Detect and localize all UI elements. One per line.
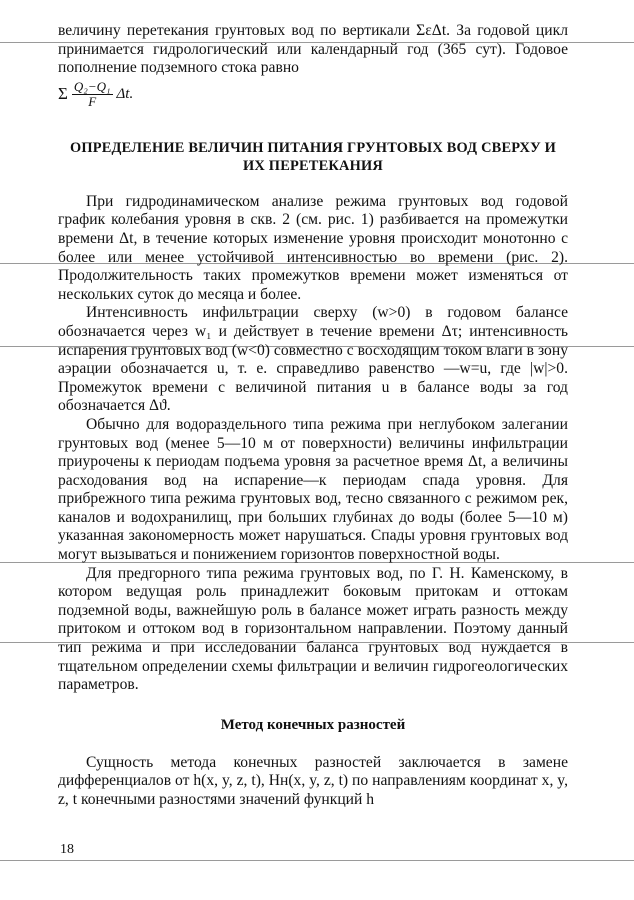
document-page [58, 22, 568, 810]
paragraph-4: Для предгорного типа режима грунтовых вод, по Г. Н. Каменскому, в котором ведущая роль принадлежит боковым притокам и оттокам подземной воды, важнейшую роль в балансе может играть разность между притоком и оттоком вод в горизонтальном направлении. Поэтому данный тип режима и при исследовании баланса грунтовых вод нуждается в тщательном определении схемы фильтрации и величин гидрогеологических параметров. [58, 564, 568, 694]
sigma-symbol: Σ [58, 84, 68, 104]
fraction-denominator: F [88, 93, 97, 109]
rule-line [0, 860, 634, 861]
paragraph-5: Сущность метода конечных разностей заключается в замене дифференциалов от h(x, y, z, t), Hн(x, y, z, t) по направлениям координат x, y, z, t конечными разностями значений функций h [58, 753, 568, 808]
subsection-heading: Метод конечных разностей [220, 716, 406, 733]
fraction-numerator: Q₂−Q₁ [73, 78, 111, 94]
section-heading: ОПРЕДЕЛЕНИЕ ВЕЛИЧИН ПИТАНИЯ ГРУНТОВЫХ ВОД СВЕРХУ И ИХ ПЕРЕТЕКАНИЯ [69, 139, 557, 174]
paragraph-top: величину перетекания грунтовых вод по вертикали ΣεΔt. За годовой цикл принимается гидрологический или календарный год (365 сут). Годовое пополнение подземного стока равно [58, 22, 568, 77]
page-number: 18 [60, 842, 74, 857]
paragraph-1: При гидродинамическом анализе режима грунтовых вод годовой график колебания уровня в скв. 2 (см. рис. 1) разбивается на промежутки времени Δt, в течение которых изменение уровня происходит монотонно с более или менее устойчивой интенсивностью во времени (рис. 2). Продолжительность таких промежутков времени может изменяться от нескольких суток до месяца и более. [58, 192, 568, 303]
paragraph-2: Интенсивность инфильтрации сверху (w>0) в годовом балансе обозначается через w₁ и действует в течение времени Δτ; интенсивность испарения грунтовых вод (w<0) совместно с восходящим током влаги в зону аэрации обозначается u, т. е. справедливо равенство —w=u, где |w|>0. Промежуток времени с величиной питания u в балансе воды за год обозначается Δϑ. [58, 304, 568, 415]
annual-recharge-formula [58, 80, 133, 109]
formula-tail: Δt. [116, 85, 134, 102]
paragraph-3: Обычно для водораздельного типа режима при неглубоком залегании грунтовых вод (менее 5—10 м от поверхности) величины инфильтрации приурочены к периодам подъема уровня за расчетное время Δt, а величины расходования вод на испарение—к периодам спада уровня. Для прибрежного типа режима грунтовых вод, тесно связанного с режимом рек, каналов и водохранилищ, при больших глубинах до воды (более 5—10 м) указанная закономерность может нарушаться. Спады уровня грунтовых вод могут вызываться и понижением горизонтов поверхностной воды. [58, 415, 568, 564]
fraction [72, 80, 113, 109]
